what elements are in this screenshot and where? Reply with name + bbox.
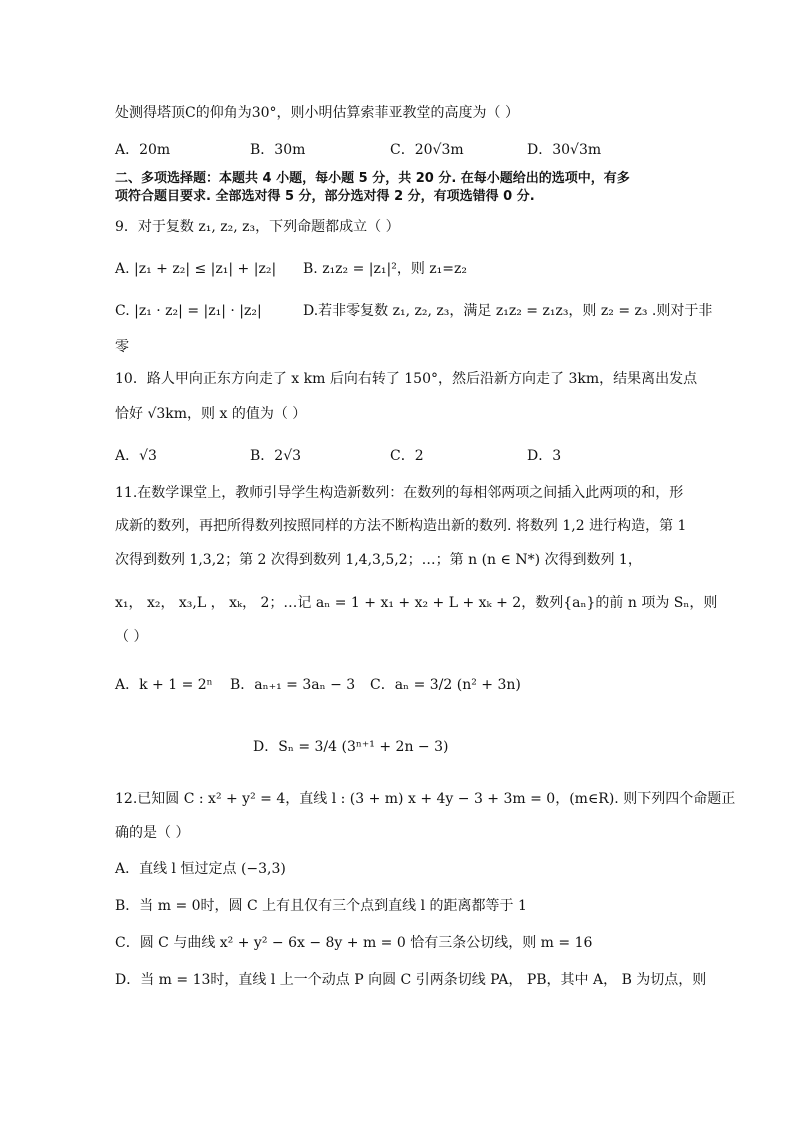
q11-option-b: B．aₙ₊₁ = 3aₙ − 3 (230, 677, 356, 693)
q9-option-c: C. |z₁ · z₂| = |z₁| · |z₂| (115, 303, 262, 319)
q8-option-b: B．30m (250, 142, 306, 158)
q11-option-d: D．Sₙ = 3/4 (3ⁿ⁺¹ + 2n − 3) (253, 739, 449, 755)
q11-stem-line3: 次得到数列 1,3,2；第 2 次得到数列 1,4,3,5,2；…；第 n (n ∈ N*) 次得到数列 1， (115, 552, 642, 568)
q11-stem-line5: （ ） (115, 629, 148, 645)
q8-option-a: A．20m (115, 142, 171, 158)
q12-option-a: A．直线 l 恒过定点 (−3,3) (115, 861, 286, 877)
q11-stem-line1: 11.在数学课堂上，教师引导学生构造新数列：在数列的每相邻两项之间插入此两项的和，形 (115, 485, 684, 501)
q12-option-d: D．当 m = 13时，直线 l 上一个动点 P 向圆 C 引两条切线 PA， PB，其中 A， B 为切点，则 (115, 972, 707, 988)
q11-option-c: C．aₙ = 3/2 (n² + 3n) (370, 677, 521, 693)
q8-stem-tail: 处测得塔顶C的仰角为30°，则小明估算索菲亚教堂的高度为（ ） (115, 105, 519, 121)
q11-stem-line2: 成新的数列，再把所得数列按照同样的方法不断构造出新的数列. 将数列 1,2 进行构造，第 1 (115, 518, 687, 534)
section2-heading-line2: 项符合题目要求. 全部选对得 5 分，部分选对得 2 分，有项选错得 0 分. (115, 189, 535, 204)
q10-stem-line2: 恰好 √3km，则 x 的值为（ ） (115, 406, 307, 422)
q12-option-c: C．圆 C 与曲线 x² + y² − 6x − 8y + m = 0 恰有三条公切线，则 m = 16 (115, 935, 593, 951)
q9-option-d-line1: D.若非零复数 z₁, z₂, z₃，满足 z₁z₂ = z₁z₃，则 z₂ = z₃ .则对于非 (303, 303, 713, 319)
q9-option-a: A. |z₁ + z₂| ≤ |z₁| + |z₂| (115, 261, 277, 277)
q12-stem-line1: 12.已知圆 C : x² + y² = 4，直线 l : (3 + m) x + 4y − 3 + 3m = 0，(m∈R). 则下列四个命题正 (115, 791, 736, 807)
q8-option-d: D．30√3m (527, 142, 602, 158)
q12-stem-line2: 确的是（ ） (115, 825, 190, 841)
q9-option-d-line2: 零 (115, 339, 129, 355)
q10-option-a: A．√3 (115, 448, 157, 464)
q11-option-a: A．k + 1 = 2ⁿ (115, 677, 213, 693)
q10-option-d: D．3 (527, 448, 562, 464)
q10-option-b: B．2√3 (250, 448, 302, 464)
q10-option-c: C．2 (390, 448, 424, 464)
section2-heading-line1: 二、多项选择题：本题共 4 小题，每小题 5 分，共 20 分. 在每小题给出的选项中，有多 (115, 171, 630, 186)
q8-option-c: C．20√3m (390, 142, 464, 158)
q12-option-b: B．当 m = 0时，圆 C 上有且仅有三个点到直线 l 的距离都等于 1 (115, 898, 527, 914)
q10-stem-line1: 10．路人甲向正东方向走了 x km 后向右转了 150°，然后沿新方向走了 3km，结果离出发点 (115, 371, 698, 387)
q11-stem-line4: x₁， x₂， x₃,L ， xₖ， 2；…记 aₙ = 1 + x₁ + x₂ + L + xₖ + 2，数列{aₙ}的前 n 项为 Sₙ，则 (115, 595, 718, 611)
q9-option-b: B. z₁z₂ = |z₁|²，则 z₁=z₂ (303, 261, 467, 277)
q9-stem: 9．对于复数 z₁, z₂, z₃，下列命题都成立（ ） (115, 219, 400, 235)
